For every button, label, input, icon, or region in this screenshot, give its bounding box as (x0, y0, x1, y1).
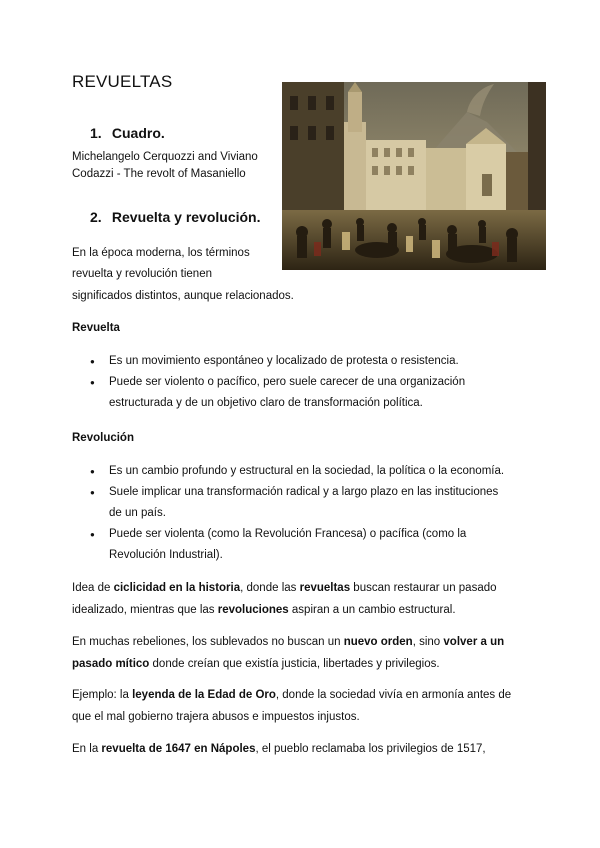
painting-caption (72, 149, 277, 183)
section-heading-text: Revuelta y revolución. (111, 209, 261, 225)
paragraph-ciclicidad (72, 577, 532, 621)
text-run: En muchas rebeliones, los sublevados no buscan un (72, 636, 344, 648)
list-item: ● Suele implicar una transformación radical y a largo plazo en las instituciones de un país. (90, 482, 510, 524)
section-number: 2. (90, 209, 102, 225)
paragraph-rebeliones (72, 631, 532, 675)
bold-run: ciclicidad en la historia (113, 582, 241, 594)
paragraph-ejemplo (72, 684, 532, 728)
paragraph-napoles (72, 738, 532, 760)
bold-run: revoluciones (217, 604, 289, 616)
text-run: , donde la sociedad vivía en armonía antes de que el mal gobierno trajera abusos e impuestos injustos. (72, 689, 512, 723)
document-title: REVUELTAS (72, 72, 173, 91)
revuelta-list (90, 351, 510, 414)
text-run: buscan restaurar un pasado idealizado, mientras que las (72, 582, 497, 616)
bold-run: nuevo orden (343, 636, 413, 648)
text-run: , donde las (240, 582, 300, 594)
list-item: ● Es un cambio profundo y estructural en la sociedad, la política o la economía. (90, 461, 510, 482)
bold-run: revueltas (299, 582, 351, 594)
caption-line: Codazzi - The revolt of Masaniello (72, 168, 246, 180)
text-run: , el pueblo reclamaba los privilegios de 1517, (255, 743, 486, 755)
text-run: donde creían que existía justicia, libertades y privilegios. (149, 658, 440, 670)
bold-run: volver a un pasado mítico (72, 636, 505, 670)
text-run: , sino (412, 636, 444, 648)
revolucion-list (90, 461, 510, 566)
intro-line: significados distintos, aunque relacionados. (72, 290, 294, 302)
section-heading-revuelta-revolucion (90, 209, 261, 225)
caption-line: Michelangelo Cerquozzi and Viviano (72, 151, 258, 163)
list-item: ● Puede ser violenta (como la Revolución Francesa) o pacífica (como la Revolución Industrial). (90, 524, 510, 566)
subheading-revolucion: Revolución (72, 432, 134, 444)
bold-run: revuelta de 1647 en Nápoles (101, 743, 256, 755)
text-run: Ejemplo: la (72, 689, 133, 701)
text-run: En la (72, 743, 102, 755)
subheading-revuelta: Revuelta (72, 322, 120, 334)
section-number: 1. (90, 125, 102, 141)
section-heading-text: Cuadro. (111, 125, 165, 141)
painting-illustration (282, 82, 546, 270)
intro-line: revuelta y revolución tienen (72, 268, 212, 280)
bold-run: leyenda de la Edad de Oro (132, 689, 276, 701)
intro-line: En la época moderna, los términos (72, 247, 250, 259)
painting-image (282, 82, 546, 270)
text-run: aspiran a un cambio estructural. (288, 604, 456, 616)
section-heading-cuadro (90, 125, 165, 141)
text-run: Idea de (72, 582, 114, 594)
list-item: ● Puede ser violento o pacífico, pero suele carecer de una organización estructurada y de un objetivo claro de transformación política. (90, 372, 510, 414)
list-item: ● Es un movimiento espontáneo y localizado de protesta o resistencia. (90, 351, 510, 372)
